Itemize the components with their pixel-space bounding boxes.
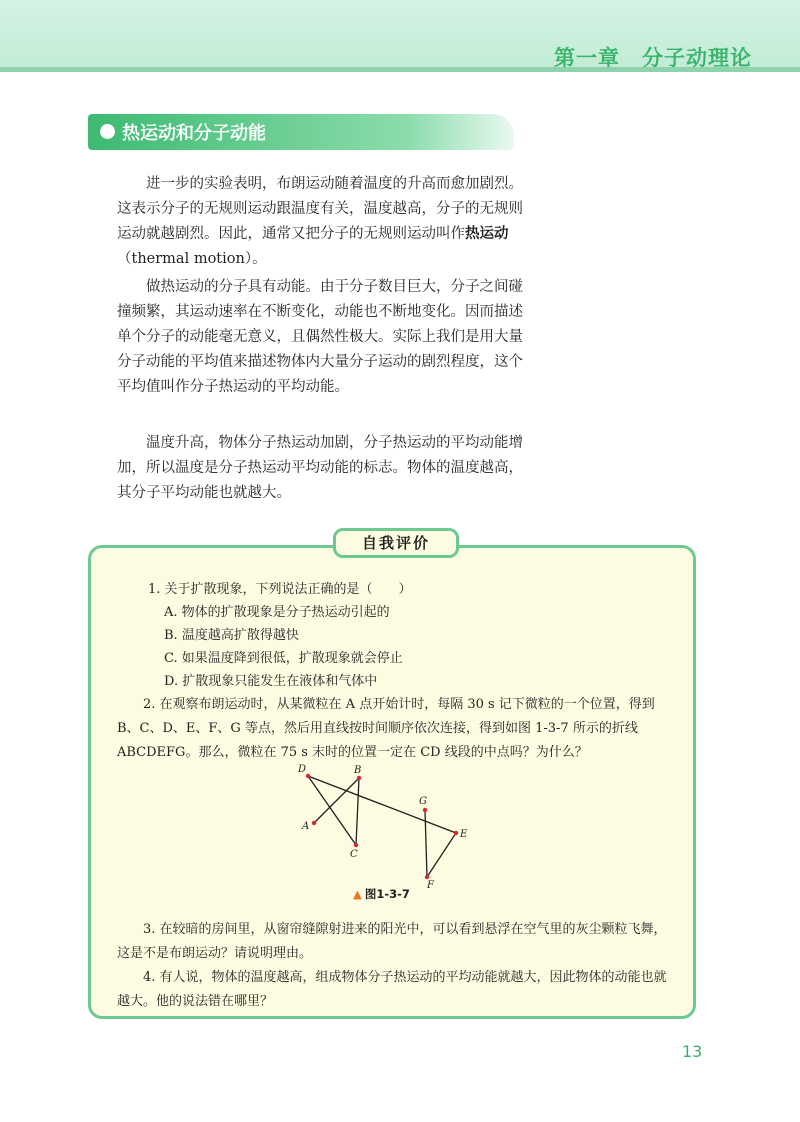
question-1: 1. 关于扩散现象，下列说法正确的是（ ） [148,582,412,597]
question-3: 3. 在较暗的房间里，从窗帘缝隙射进来的阳光中，可以看到悬浮在空气里的灰尘颗粒飞舞，这是不是布朗运动？请说明理由。 [117,922,667,961]
brownian-zigzag-path [308,776,456,877]
triangle-marker-icon: ▲ [353,887,362,901]
point-label-a: A [302,821,310,832]
bullet-dot-icon [100,124,115,139]
point-label-e: E [460,829,468,840]
point-a [312,821,316,825]
figure-caption [353,886,410,902]
point-f [425,875,429,879]
point-c [354,843,358,847]
point-label-b: B [354,765,362,776]
chapter-title: 第一章 分子动理论 [554,46,752,70]
page-number: 13 [682,1042,703,1061]
point-d [306,774,310,778]
q1-option-a: A. 物体的扩散现象是分子热运动引起的 [164,605,390,620]
figure-caption-text: 图1-3-7 [364,887,410,901]
point-label-c: C [350,849,358,860]
term-thermal-motion: 热运动 [465,226,509,242]
p1-english-term: （thermal motion）。 [117,251,267,267]
question-2: 2. 在观察布朗运动时，从某微粒在 A 点开始计时，每隔 30 s 记下微粒的一个位置，得到 B、C、D、E、F、G 等点，然后用直线按时间顺序依次连接，得到如图 1-3-7 所示的折线 ABCDEFG。那么，微粒在 75 s 末时的位置一定在 CD 线段的中点吗？为什么？ [117,697,655,760]
q1-option-b: B. 温度越高扩散得越快 [164,628,299,643]
section-heading-bar [88,114,514,150]
self-evaluation-tab: 自我评价 [333,528,459,558]
q1-option-c: C. 如果温度降到很低，扩散现象就会停止 [164,651,403,666]
section-title: 热运动和分子动能 [122,123,266,144]
brownian-path-figure [290,763,480,891]
point-label-g: G [419,796,427,807]
point-e [454,831,458,835]
point-label-d: D [298,764,307,775]
body-paragraph-2: 做热运动的分子具有动能。由于分子数目巨大，分子之间碰撞频繁，其运动速率在不断变化，动能也不断地变化。因而描述单个分子的动能毫无意义，且偶然性极大。实际上我们是用大量分子动能的平均值来描述物体内大量分子运动的剧烈程度，这个平均值叫作分子热运动的平均动能。 [117,279,523,395]
point-label-f: F [427,880,434,891]
q1-option-d: D. 扩散现象只能发生在液体和气体中 [164,674,378,689]
body-paragraph-1 [117,172,527,272]
p1-text: 进一步的实验表明，布朗运动随着温度的升高而愈加剧烈。这表示分子的无规则运动跟温度有关，温度越高，分子的无规则运动就越剧烈。因此，通常又把分子的无规则运动叫作 [117,176,523,242]
question-4: 4. 有人说，物体的温度越高，组成物体分子热运动的平均动能就越大，因此物体的动能也就越大。他的说法错在哪里？ [117,970,667,1009]
body-paragraph-3: 温度升高，物体分子热运动加剧，分子热运动的平均动能增加，所以温度是分子热运动平均动能的标志。物体的温度越高，其分子平均动能也就越大。 [117,435,523,501]
point-b [357,776,361,780]
point-g [423,808,427,812]
